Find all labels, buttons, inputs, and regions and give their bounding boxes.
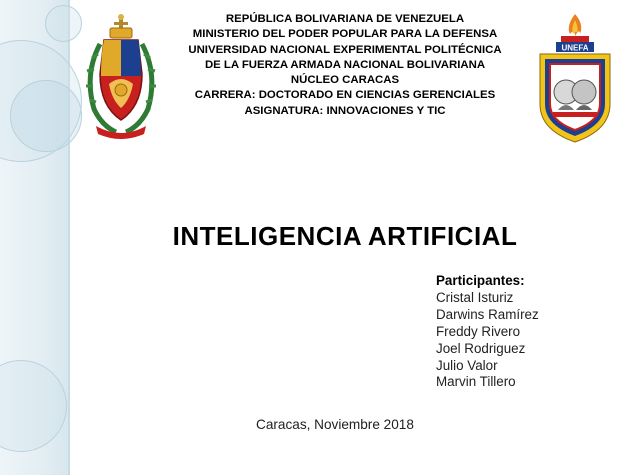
header-line-6: CARRERA: DOCTORADO EN CIENCIAS GERENCIALES <box>194 89 496 102</box>
decorative-circle <box>10 80 82 152</box>
participant-name: Darwins Ramírez <box>436 306 539 322</box>
header-line-3: UNIVERSIDAD NACIONAL EXPERIMENTAL POLITÉCNICA <box>188 43 502 56</box>
page-title: INTELIGENCIA ARTIFICIAL <box>172 221 518 251</box>
institution-header <box>150 12 540 119</box>
header-line-7: ASIGNATURA: INNOVACIONES Y TIC <box>244 104 446 117</box>
participant-name: Cristal Isturiz <box>436 289 514 305</box>
participant-name: Freddy Rivero <box>436 323 521 339</box>
decorative-circle <box>45 5 82 42</box>
header-line-1: REPÚBLICA BOLIVARIANA DE VENEZUELA <box>225 13 465 25</box>
header-line-4: DE LA FUERZA ARMADA NACIONAL BOLIVARIANA <box>204 58 486 71</box>
participant-name: Marvin Tillero <box>436 374 516 390</box>
participant-name: Julio Valor <box>436 357 498 373</box>
unefa-logo-text: UNEFA <box>561 43 589 53</box>
participant-name: Joel Rodriguez <box>436 340 526 356</box>
header-line-2: MINISTERIO DEL PODER POPULAR PARA LA DEFENSA <box>192 28 498 41</box>
place-date: Caracas, Noviembre 2018 <box>256 417 414 432</box>
unefa-shield-icon <box>536 12 614 144</box>
participants-label: Participantes: <box>436 273 525 288</box>
participants-list <box>436 273 539 391</box>
header-line-5: NÚCLEO CARACAS <box>290 74 400 87</box>
